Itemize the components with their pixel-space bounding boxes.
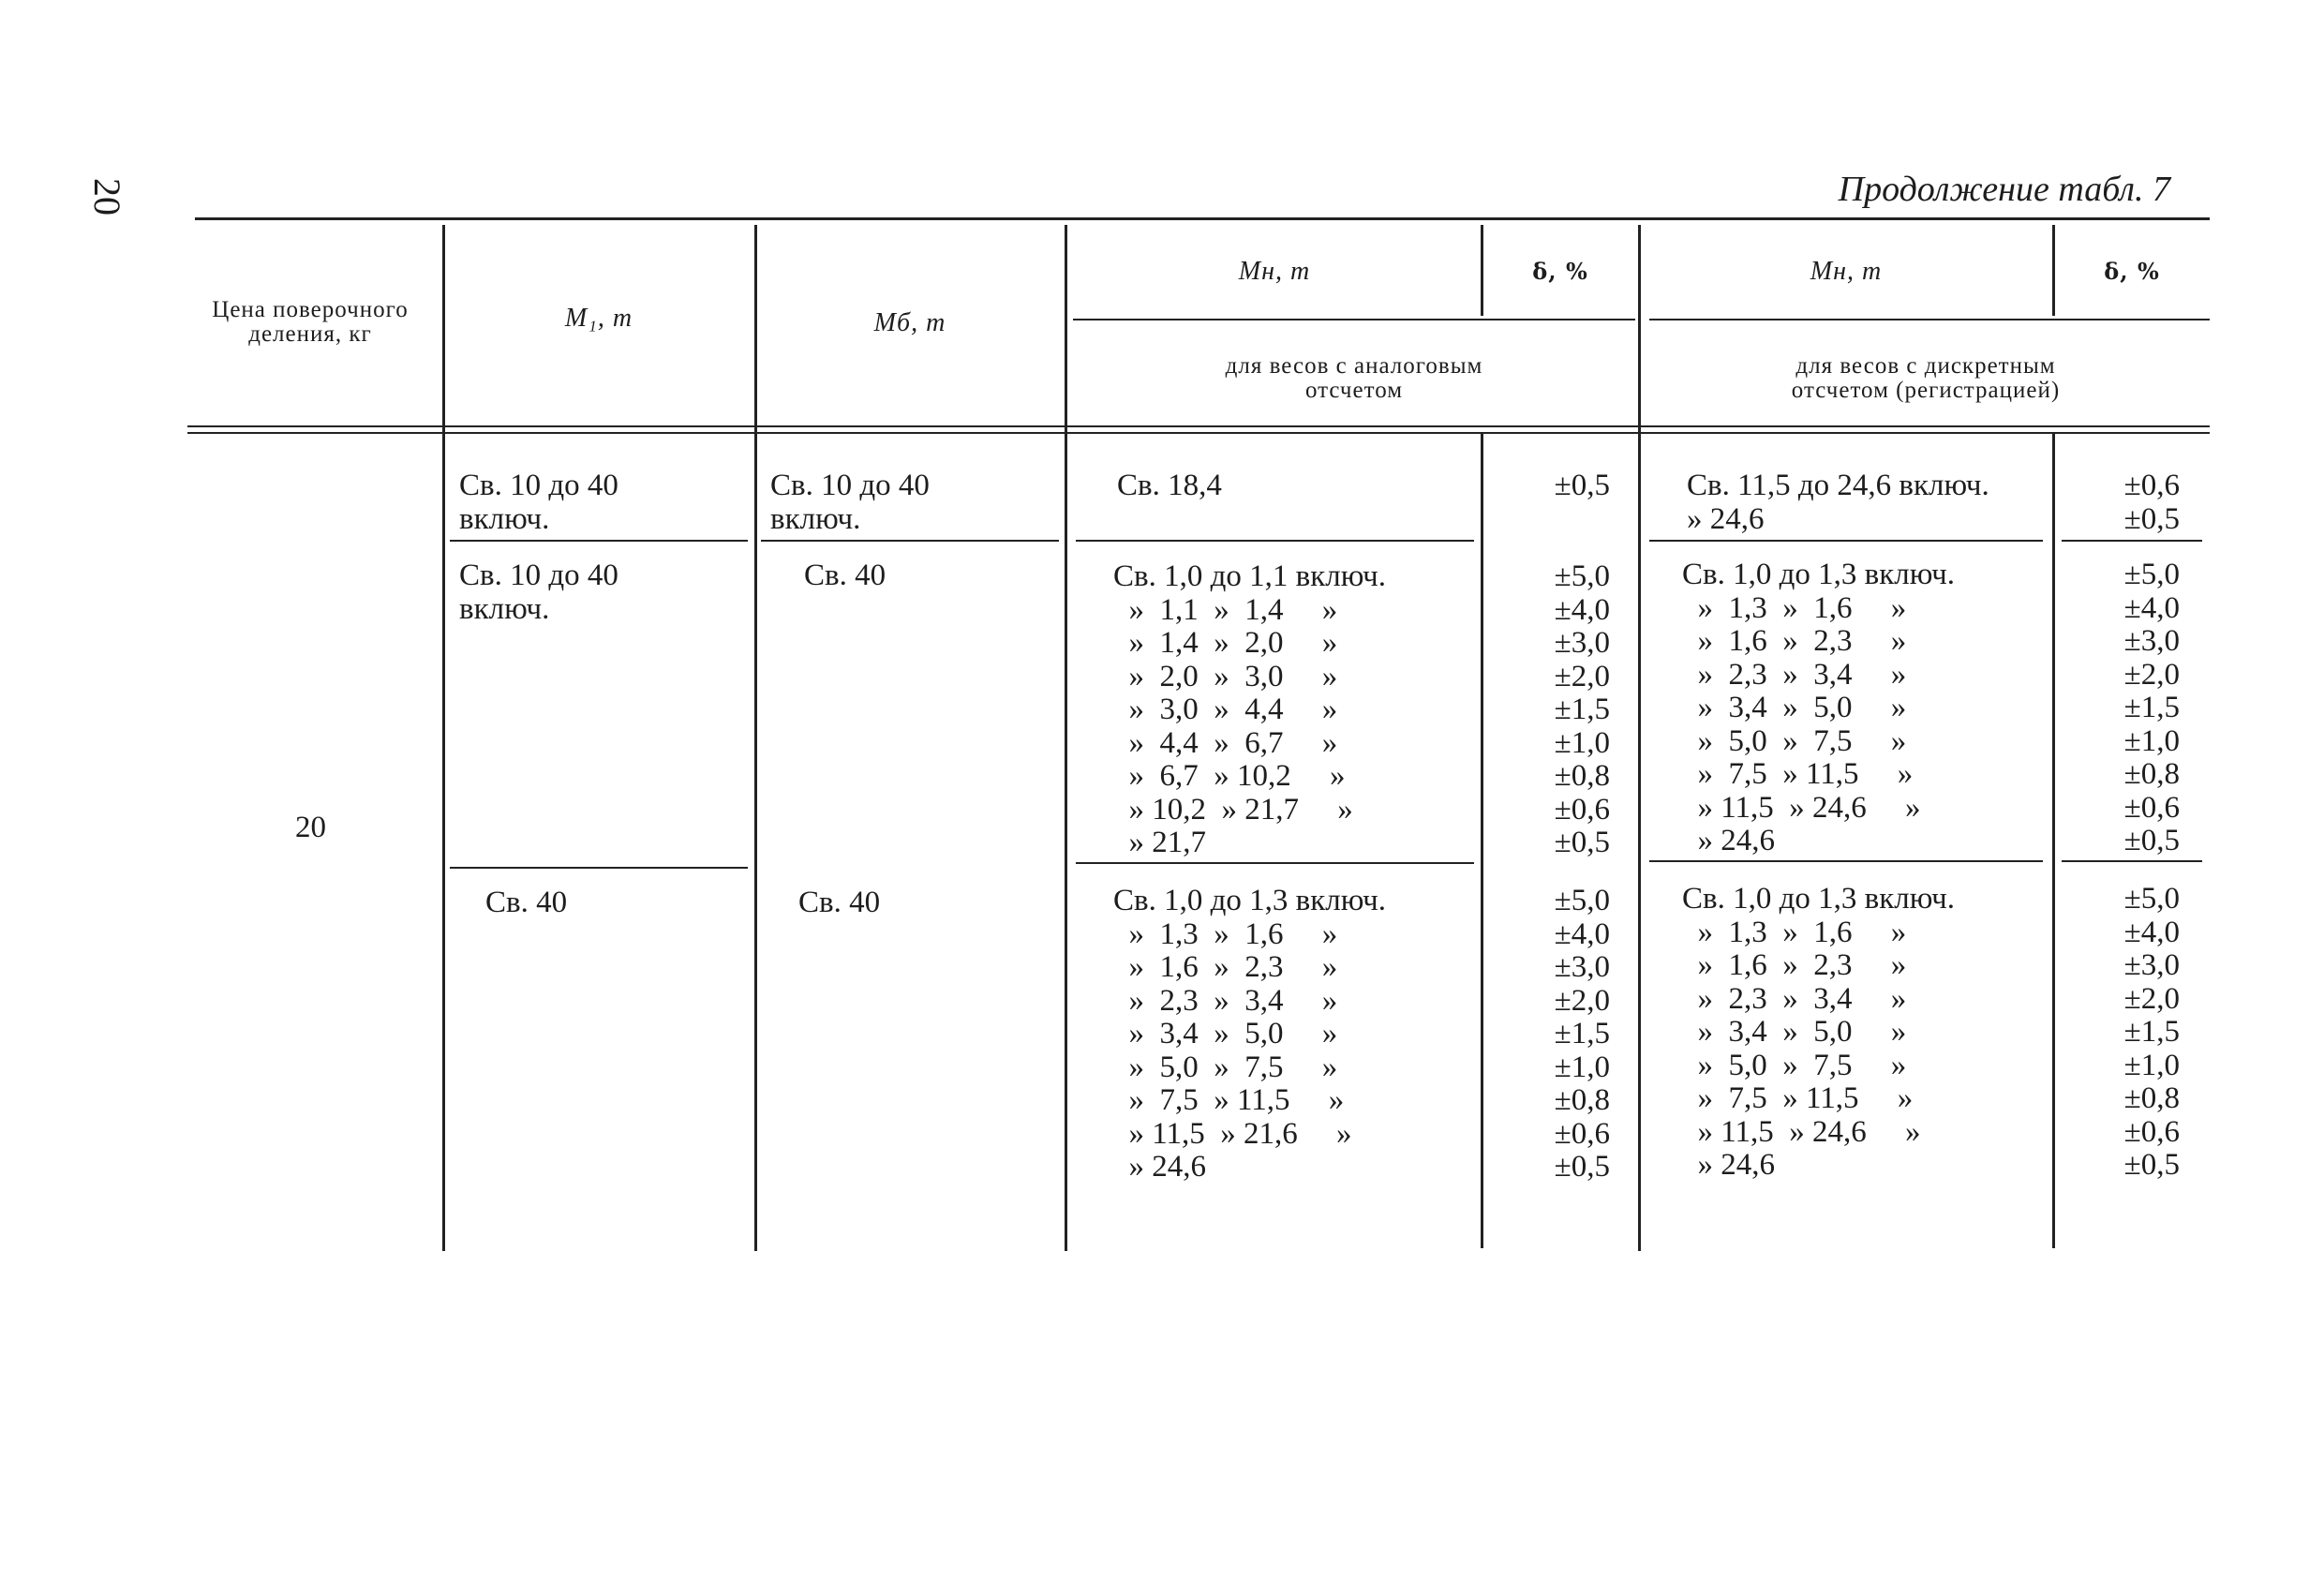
tolerance-value: ±0,6 bbox=[1554, 792, 1610, 827]
range-line: » 1,4 » 2,0 » bbox=[1113, 626, 1338, 660]
range-line: » 3,0 » 4,4 » bbox=[1113, 693, 1338, 726]
tolerance-value: ±0,8 bbox=[1554, 1083, 1610, 1117]
tolerance-value: ±1,5 bbox=[1554, 693, 1610, 726]
tolerance-value: ±4,0 bbox=[1554, 916, 1610, 951]
range-line: » 7,5 » 11,5 » bbox=[1682, 757, 1914, 791]
range-line: » 11,5 » 24,6 » bbox=[1682, 790, 1921, 825]
tolerance-value: ±0,5 bbox=[1554, 1150, 1610, 1184]
header-delta-discrete: δ, % bbox=[2104, 258, 2160, 285]
row2-bottom-rule-c2 bbox=[450, 867, 748, 869]
range-line: Св. 1,0 до 1,1 включ. bbox=[1113, 559, 1386, 593]
row2-bottom-rule-c4 bbox=[1076, 862, 1474, 864]
header-price-division: Цена поверочного деления, кг bbox=[212, 297, 409, 348]
tolerance-value: ±4,0 bbox=[2123, 590, 2180, 625]
row1-delta-analog: ±0,5 bbox=[1554, 469, 1610, 502]
range-line: » 1,3 » 1,6 » bbox=[1682, 590, 1907, 625]
col-divider-4 bbox=[1481, 225, 1483, 316]
range-line: » 4,4 » 6,7 » bbox=[1113, 725, 1338, 760]
tolerance-value: ±0,6 bbox=[2123, 1114, 2180, 1149]
range-line: » 21,7 bbox=[1113, 826, 1206, 859]
range-line: » 3,4 » 5,0 » bbox=[1682, 691, 1907, 724]
col-divider-6-body bbox=[2052, 433, 2055, 1248]
range-line: » 7,5 » 11,5 » bbox=[1113, 1083, 1345, 1117]
range-line: » 2,3 » 3,4 » bbox=[1682, 657, 1907, 692]
tolerance-value: ±5,0 bbox=[1554, 559, 1610, 593]
header-mb: Mб, т bbox=[873, 308, 946, 337]
range-line: » 1,3 » 1,6 » bbox=[1682, 915, 1907, 949]
tolerance-value: ±2,0 bbox=[2123, 981, 2180, 1016]
range-line: » 1,6 » 2,3 » bbox=[1113, 950, 1338, 984]
row1-m1: Св. 10 до 40 включ. bbox=[459, 469, 618, 537]
tolerance-value: ±3,0 bbox=[2123, 624, 2180, 658]
row1-mn-discrete: Св. 11,5 до 24,6 включ. » 24,6 bbox=[1687, 469, 1989, 537]
row2-bottom-rule-c7 bbox=[2062, 860, 2202, 862]
row2-m1: Св. 10 до 40 включ. bbox=[459, 559, 618, 627]
tolerance-value: ±1,0 bbox=[1554, 1050, 1610, 1084]
header-discrete-caption: для весов с дискретным отсчетом (регистрацией) bbox=[1791, 353, 2061, 404]
row1-bottom-rule-c3 bbox=[761, 540, 1059, 542]
range-line: » 5,0 » 7,5 » bbox=[1682, 1048, 1907, 1082]
row3-mn-discrete-list bbox=[1682, 883, 1955, 1183]
range-line: » 24,6 bbox=[1113, 1150, 1206, 1184]
row3-mb: Св. 40 bbox=[798, 886, 881, 919]
tolerance-value: ±2,0 bbox=[2123, 657, 2180, 692]
row1-delta-discrete: ±0,6 ±0,5 bbox=[2123, 469, 2180, 536]
row1-bottom-rule-c7 bbox=[2062, 540, 2202, 542]
tolerance-value: ±1,5 bbox=[1554, 1017, 1610, 1050]
header-mn-discrete: Mн, т bbox=[1810, 257, 1883, 286]
row2-bottom-rule-c6 bbox=[1649, 860, 2043, 862]
row1-bottom-rule-c4 bbox=[1076, 540, 1474, 542]
col-divider-1 bbox=[442, 225, 445, 1251]
tolerance-value: ±0,8 bbox=[2123, 757, 2180, 791]
tolerance-value: ±1,0 bbox=[2123, 1048, 2180, 1082]
row1-mb: Св. 10 до 40 включ. bbox=[770, 469, 930, 537]
tolerance-value: ±1,5 bbox=[2123, 691, 2180, 724]
header-subrule-analog bbox=[1073, 319, 1635, 320]
row3-delta-analog-list bbox=[1499, 885, 1610, 1184]
table-top-rule bbox=[195, 217, 2210, 220]
range-line: » 24,6 bbox=[1682, 824, 1775, 857]
header-subrule-discrete bbox=[1649, 319, 2210, 320]
tolerance-value: ±3,0 bbox=[1554, 626, 1610, 660]
range-line: Св. 1,0 до 1,3 включ. bbox=[1682, 558, 1955, 591]
range-line: » 1,6 » 2,3 » bbox=[1682, 624, 1907, 658]
range-line: » 1,6 » 2,3 » bbox=[1682, 948, 1907, 982]
tolerance-value: ±3,0 bbox=[2123, 948, 2180, 982]
header-bottom-rule-a bbox=[187, 425, 2210, 427]
table-continuation-title: Продолжение табл. 7 bbox=[1838, 170, 2170, 209]
header-mn-analog: Mн, т bbox=[1238, 257, 1311, 286]
tolerance-value: ±1,5 bbox=[2123, 1015, 2180, 1049]
row2-mn-discrete-list bbox=[1682, 559, 1955, 858]
header-bottom-rule-b bbox=[187, 432, 2210, 434]
tolerance-value: ±0,6 bbox=[1554, 1116, 1610, 1151]
tolerance-value: ±5,0 bbox=[1554, 884, 1610, 917]
row3-m1: Св. 40 bbox=[485, 886, 568, 919]
price-division-value: 20 bbox=[295, 811, 326, 844]
range-line: » 3,4 » 5,0 » bbox=[1682, 1015, 1907, 1049]
header-m1: M₁, т bbox=[564, 304, 633, 333]
row2-mn-analog-list bbox=[1113, 560, 1386, 860]
range-line: » 2,0 » 3,0 » bbox=[1113, 659, 1338, 693]
range-line: » 2,3 » 3,4 » bbox=[1113, 983, 1338, 1018]
row2-delta-analog-list bbox=[1499, 560, 1610, 860]
header-analog-caption: для весов с аналоговым отсчетом bbox=[1225, 353, 1483, 404]
tolerance-value: ±0,6 bbox=[2123, 790, 2180, 825]
tolerance-value: ±3,0 bbox=[1554, 950, 1610, 984]
row3-delta-discrete-list bbox=[2062, 883, 2180, 1183]
row3-mn-analog-list bbox=[1113, 885, 1386, 1184]
range-line: » 11,5 » 24,6 » bbox=[1682, 1114, 1921, 1149]
range-line: » 5,0 » 7,5 » bbox=[1682, 723, 1907, 758]
row1-bottom-rule-c6 bbox=[1649, 540, 2043, 542]
range-line: » 6,7 » 10,2 » bbox=[1113, 759, 1346, 793]
tolerance-value: ±4,0 bbox=[2123, 915, 2180, 949]
header-delta-analog: δ, % bbox=[1532, 258, 1588, 285]
col-divider-3 bbox=[1065, 225, 1067, 1251]
tolerance-value: ±4,0 bbox=[1554, 592, 1610, 627]
row1-mn-analog: Св. 18,4 bbox=[1117, 469, 1222, 502]
tolerance-value: ±0,5 bbox=[2123, 1148, 2180, 1182]
tolerance-value: ±2,0 bbox=[1554, 983, 1610, 1018]
tolerance-value: ±0,8 bbox=[2123, 1081, 2180, 1115]
range-line: » 1,1 » 1,4 » bbox=[1113, 592, 1338, 627]
tolerance-value: ±5,0 bbox=[2123, 882, 2180, 916]
range-line: » 1,3 » 1,6 » bbox=[1113, 916, 1338, 951]
tolerance-value: ±0,5 bbox=[1554, 826, 1610, 859]
range-line: » 3,4 » 5,0 » bbox=[1113, 1017, 1338, 1050]
row1-bottom-rule-c2 bbox=[450, 540, 748, 542]
row2-mb: Св. 40 bbox=[804, 559, 886, 592]
tolerance-value: ±1,0 bbox=[2123, 723, 2180, 758]
col-divider-2 bbox=[754, 225, 757, 1251]
range-line: » 24,6 bbox=[1682, 1148, 1775, 1182]
range-line: » 10,2 » 21,7 » bbox=[1113, 792, 1353, 827]
page-number: 20 bbox=[86, 178, 128, 216]
range-line: » 7,5 » 11,5 » bbox=[1682, 1081, 1914, 1115]
range-line: Св. 1,0 до 1,3 включ. bbox=[1113, 884, 1386, 917]
col-divider-6 bbox=[2052, 225, 2055, 316]
range-line: Св. 1,0 до 1,3 включ. bbox=[1682, 882, 1955, 916]
range-line: » 2,3 » 3,4 » bbox=[1682, 981, 1907, 1016]
tolerance-value: ±0,8 bbox=[1554, 759, 1610, 793]
tolerance-value: ±5,0 bbox=[2123, 558, 2180, 591]
tolerance-value: ±0,5 bbox=[2123, 824, 2180, 857]
tolerance-value: ±1,0 bbox=[1554, 725, 1610, 760]
col-divider-5 bbox=[1638, 225, 1641, 1251]
range-line: » 11,5 » 21,6 » bbox=[1113, 1116, 1352, 1151]
row2-delta-discrete-list bbox=[2062, 559, 2180, 858]
col-divider-4-body bbox=[1481, 433, 1483, 1248]
tolerance-value: ±2,0 bbox=[1554, 659, 1610, 693]
range-line: » 5,0 » 7,5 » bbox=[1113, 1050, 1338, 1084]
